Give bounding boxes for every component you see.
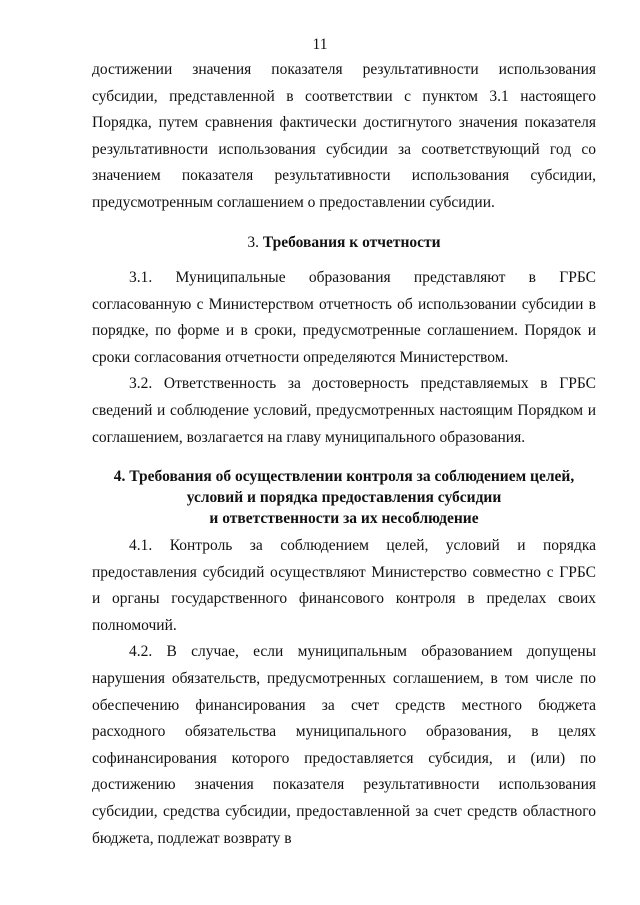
paragraph-3-1: 3.1. Муниципальные образования представляют в ГРБС согласованную с Министерством отчетность об использовании субсидии в порядке, по форме и в сроки, предусмотренные соглашением. Порядок и сроки согласования отчетности определяются Министерством. <box>92 269 596 366</box>
section-4-title-line-2: условий и порядка предоставления субсидии <box>186 489 502 506</box>
page-number: 11 <box>312 36 328 53</box>
paragraph-3-2: 3.2. Ответственность за достоверность представляемых в ГРБС сведений и соблюдение условий, предусмотренных настоящим Порядком и соглашением, возлагается на главу муниципального образования. <box>92 375 596 446</box>
paragraph-4-2: 4.2. В случае, если муниципальным образованием допущены нарушения обязательств, предусмотренных соглашением, в том числе по обеспечению финансирования за счет средств местного бюджета расходного обязательства муниципального образования, в целях софинансирования которого предоставляется субсидия, и (или) по достижению значения показателя результативности использования субсидии, средства субсидии, предоставленной за счет средств областного бюджета, подлежат возврату в <box>92 643 596 847</box>
intro-paragraph-block <box>92 57 596 217</box>
section-4-body <box>92 533 596 852</box>
section-4-title-line-1: 4. Требования об осуществлении контроля за соблюдением целей, <box>113 468 575 485</box>
section-3-body <box>92 265 596 451</box>
paragraph-4-1: 4.1. Контроль за соблюдением целей, условий и порядка предоставления субсидий осуществляют Министерство совместно с ГРБС и органы государственного финансового контроля в пределах своих полномочий. <box>92 537 596 634</box>
intro-paragraph: достижении значения показателя результативности использования субсидии, представленной в соответствии с пунктом 3.1 настоящего Порядка, путем сравнения фактически достигнутого значения показателя результативности использования субсидии за соответствующий год со значением показателя результативности использования субсидии, предусмотренным соглашением о предоставлении субсидии. <box>92 61 596 211</box>
section-4-title-line-3: и ответственности за их несоблюдение <box>209 510 479 527</box>
section-3-heading <box>92 232 596 253</box>
section-4-heading <box>92 466 596 529</box>
section-3-title: Требования к отчетности <box>262 234 441 251</box>
section-3-number: 3. <box>247 234 260 251</box>
